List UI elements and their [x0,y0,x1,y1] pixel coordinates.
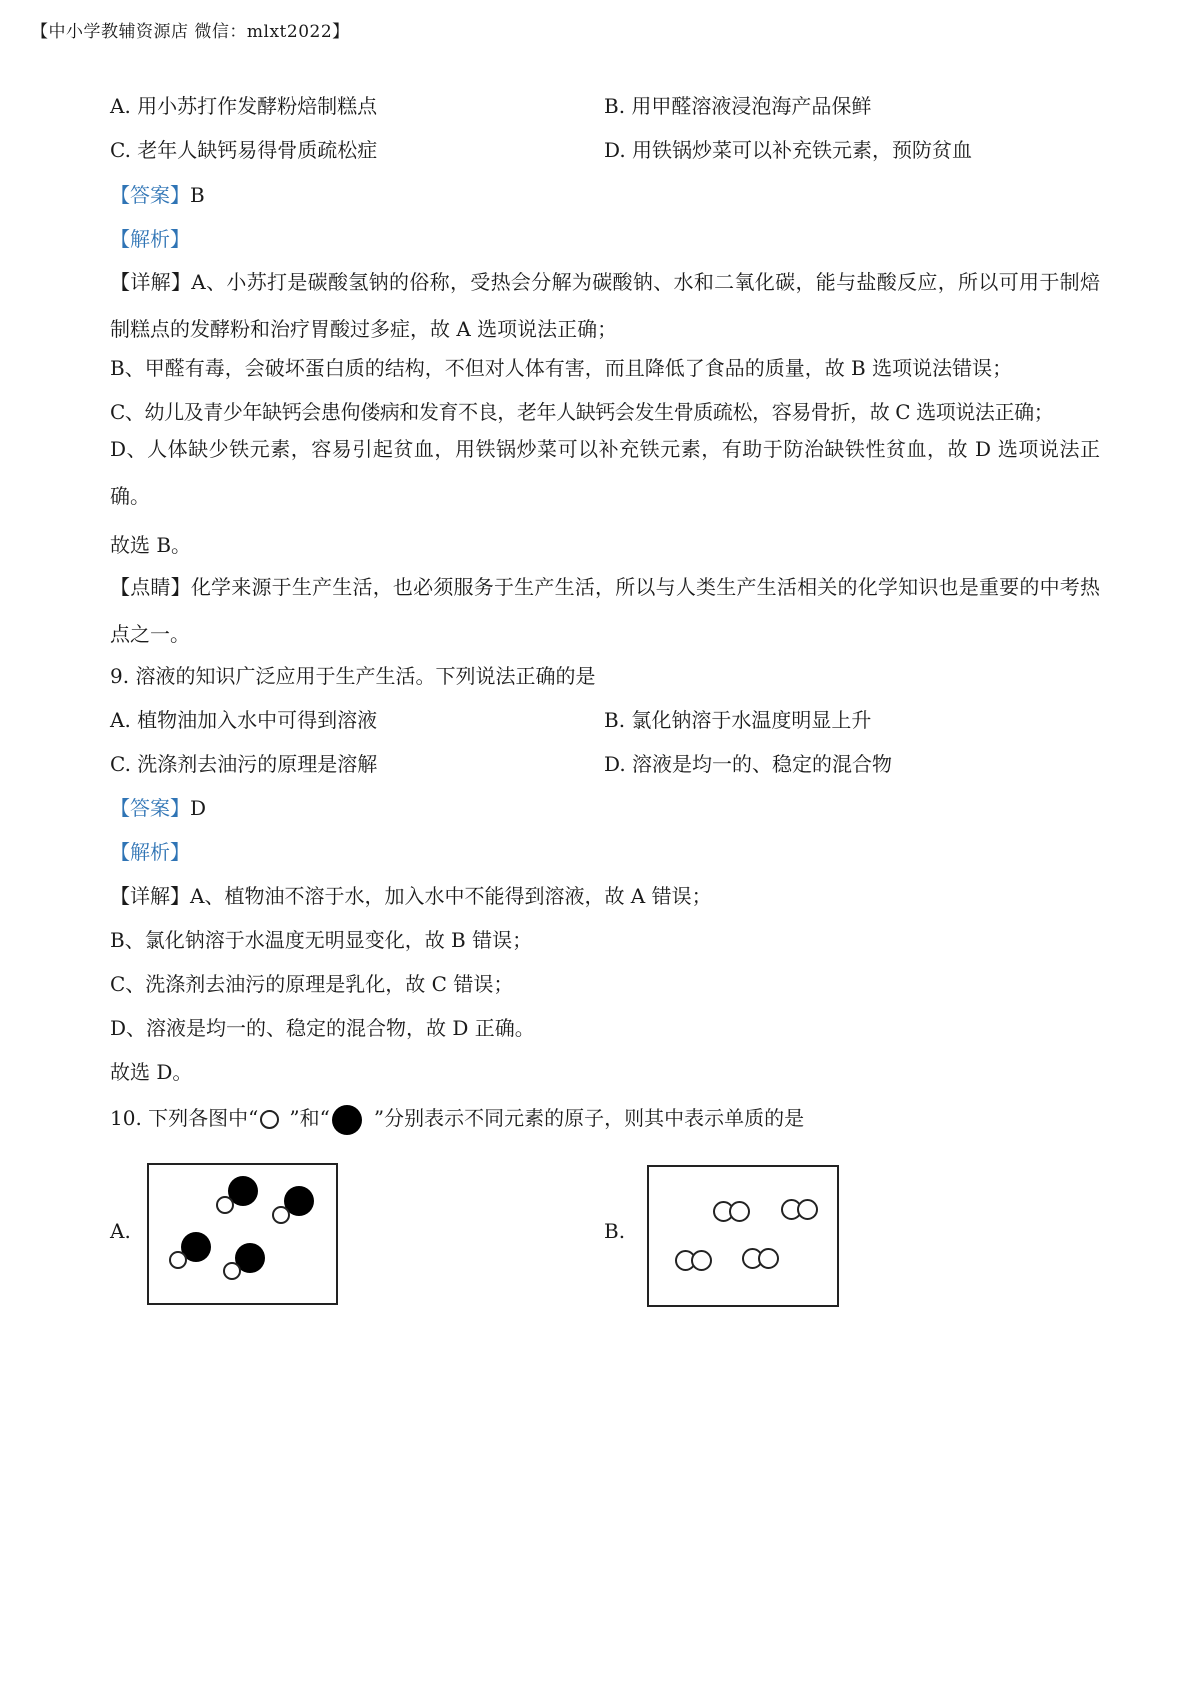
q9-conclusion: 故选 D。 [110,1060,193,1084]
white-atom-icon [169,1251,187,1269]
white-atom-icon [758,1248,779,1269]
q8-tip: 【点睛】化学来源于生产生活，也必须服务于生产生活，所以与人类生产生活相关的化学知识也是重要的中考热点之一。 [110,575,1100,646]
white-atom-icon [797,1199,818,1220]
answer-tag: 【答案】 [110,183,190,207]
answer-value: D [190,796,207,820]
white-atom-icon [272,1206,290,1224]
hollow-atom-icon [260,1110,279,1129]
q8-analysis-tag: 【解析】 [110,227,190,251]
q8-detail-a: 【详解】A、小苏打是碳酸氢钠的俗称，受热会分解为碳酸钠、水和二氧化碳，能与盐酸反应，所以可用于制焙制糕点的发酵粉和治疗胃酸过多症，故 A 选项说法正确； [110,270,1100,341]
q8-detail-d: D、人体缺少铁元素，容易引起贫血，用铁锅炒菜可以补充铁元素，有助于防治缺铁性贫血，故 D 选项说法正确。 [110,437,1100,508]
q8-detail-c: C、幼儿及青少年缺钙会患佝偻病和发育不良，老年人缺钙会发生骨质疏松，容易骨折，故 C 选项说法正确； [110,400,1054,424]
q8-option-a: A. 用小苏打作发酵粉焙制糕点 [110,94,378,118]
q10-diagram-b [647,1165,839,1307]
q9-stem: 9. 溶液的知识广泛应用于生产生活。下列说法正确的是 [110,664,596,688]
q9-detail-a: 【详解】A、植物油不溶于水，加入水中不能得到溶液，故 A 错误； [110,884,712,908]
q8-option-d: D. 用铁锅炒菜可以补充铁元素，预防贫血 [604,138,973,162]
q10-stem-part1: 10. 下列各图中“ [110,1106,259,1130]
q8-option-b: B. 用甲醛溶液浸泡海产品保鲜 [604,94,872,118]
q9-answer [110,793,206,823]
q8-conclusion: 故选 B。 [110,533,192,557]
q9-option-b: B. 氯化钠溶于水温度明显上升 [604,708,872,732]
q8-answer [110,180,205,210]
q10-diagram-a [147,1163,338,1305]
q10-option-b-label: B. [604,1219,626,1243]
answer-tag: 【答案】 [110,796,190,820]
q8-detail-b: B、甲醛有毒，会破坏蛋白质的结构，不但对人体有害，而且降低了食品的质量，故 B 选项说法错误； [110,356,1013,380]
q9-analysis-tag: 【解析】 [110,840,190,864]
page-header: 【中小学教辅资源店 微信：mlxt2022】 [31,22,350,42]
q9-detail-d: D、溶液是均一的、稳定的混合物，故 D 正确。 [110,1016,535,1040]
q9-option-d: D. 溶液是均一的、稳定的混合物 [604,752,893,776]
q10-stem [110,1101,804,1135]
white-atom-icon [223,1262,241,1280]
q9-option-a: A. 植物油加入水中可得到溶液 [110,708,378,732]
white-atom-icon [691,1250,712,1271]
white-atom-icon [216,1196,234,1214]
q10-stem-part3: ”分别表示不同元素的原子，则其中表示单质的是 [373,1106,805,1130]
q10-stem-part2: ”和“ [289,1106,330,1130]
q9-detail-b: B、氯化钠溶于水温度无明显变化，故 B 错误； [110,928,533,952]
q9-detail-c: C、洗涤剂去油污的原理是乳化，故 C 错误； [110,972,514,996]
q9-option-c: C. 洗涤剂去油污的原理是溶解 [110,752,378,776]
q10-option-a-label: A. [110,1219,131,1243]
answer-value: B [190,183,205,207]
solid-atom-icon [332,1105,362,1135]
white-atom-icon [729,1201,750,1222]
q8-option-c: C. 老年人缺钙易得骨质疏松症 [110,138,378,162]
